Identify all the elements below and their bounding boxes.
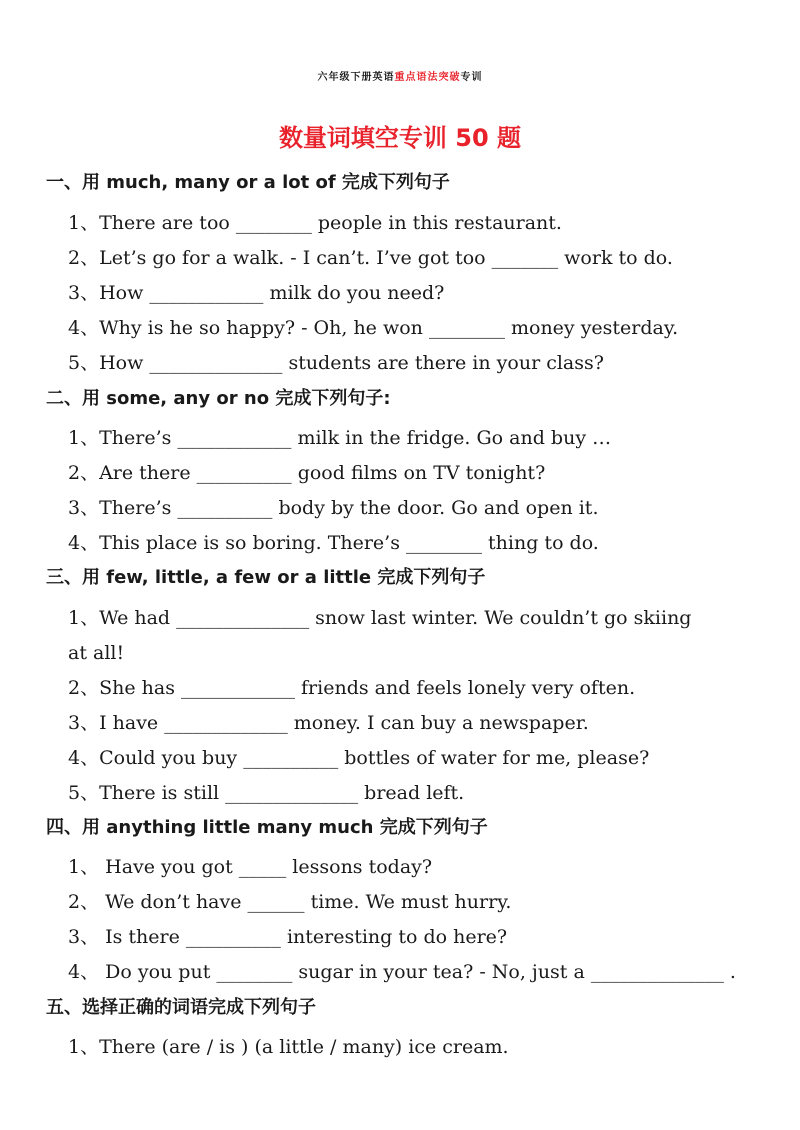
- question-2-3: 3、There’s __________ body by the door. Go and open it.: [68, 497, 599, 519]
- question-2-1: 1、There’s ____________ milk in the fridge. Go and buy …: [68, 427, 612, 449]
- title-part-1: 六年级下册英语: [317, 72, 395, 83]
- question-1-4: 4、Why is he so happy? - Oh, he won ________ money yesterday.: [68, 317, 679, 339]
- question-4-3: 3、 Is there __________ interesting to do here?: [68, 926, 508, 948]
- question-1-5: 5、How ______________ students are there in your class?: [68, 352, 604, 374]
- question-2-2: 2、Are there __________ good films on TV tonight?: [68, 462, 546, 484]
- title-part-2: 重点语法突破: [394, 72, 461, 83]
- question-1-1: 1、There are too ________ people in this restaurant.: [68, 212, 562, 234]
- section-heading-2: 二、用 some, any or no 完成下列句子:: [46, 388, 391, 409]
- section-heading-3: 三、用 few, little, a few or a little 完成下列句子: [46, 567, 486, 588]
- section-heading-1: 一、用 much, many or a lot of 完成下列句子: [46, 172, 450, 193]
- page-title: [0, 48, 800, 108]
- question-3-1-continued: at all!: [68, 642, 125, 664]
- question-1-3: 3、How ____________ milk do you need?: [68, 282, 445, 304]
- question-5-1: 1、There (are / is ) (a little / many) ice cream.: [68, 1036, 509, 1058]
- question-3-1: 1、We had ______________ snow last winter. We couldn’t go skiing: [68, 607, 692, 629]
- question-4-2: 2、 We don’t have ______ time. We must hurry.: [68, 891, 512, 913]
- question-3-3: 3、I have _____________ money. I can buy a newspaper.: [68, 712, 589, 734]
- question-2-4: 4、This place is so boring. There’s ________ thing to do.: [68, 532, 599, 554]
- section-heading-4: 四、用 anything little many much 完成下列句子: [46, 817, 488, 838]
- question-4-4: 4、 Do you put ________ sugar in your tea? - No, just a ______________ .: [68, 961, 736, 983]
- question-3-2: 2、She has ____________ friends and feels lonely very often.: [68, 677, 636, 699]
- question-1-2: 2、Let’s go for a walk. - I can’t. I’ve got too _______ work to do.: [68, 247, 673, 269]
- question-3-5: 5、There is still ______________ bread left.: [68, 782, 465, 804]
- question-3-4: 4、Could you buy __________ bottles of water for me, please?: [68, 747, 650, 769]
- question-4-1: 1、 Have you got _____ lessons today?: [68, 856, 433, 878]
- page-subtitle: 数量词填空专训 50 题: [278, 124, 522, 152]
- section-heading-5: 五、选择正确的词语完成下列句子: [46, 997, 316, 1018]
- title-part-3: 专训: [460, 72, 483, 83]
